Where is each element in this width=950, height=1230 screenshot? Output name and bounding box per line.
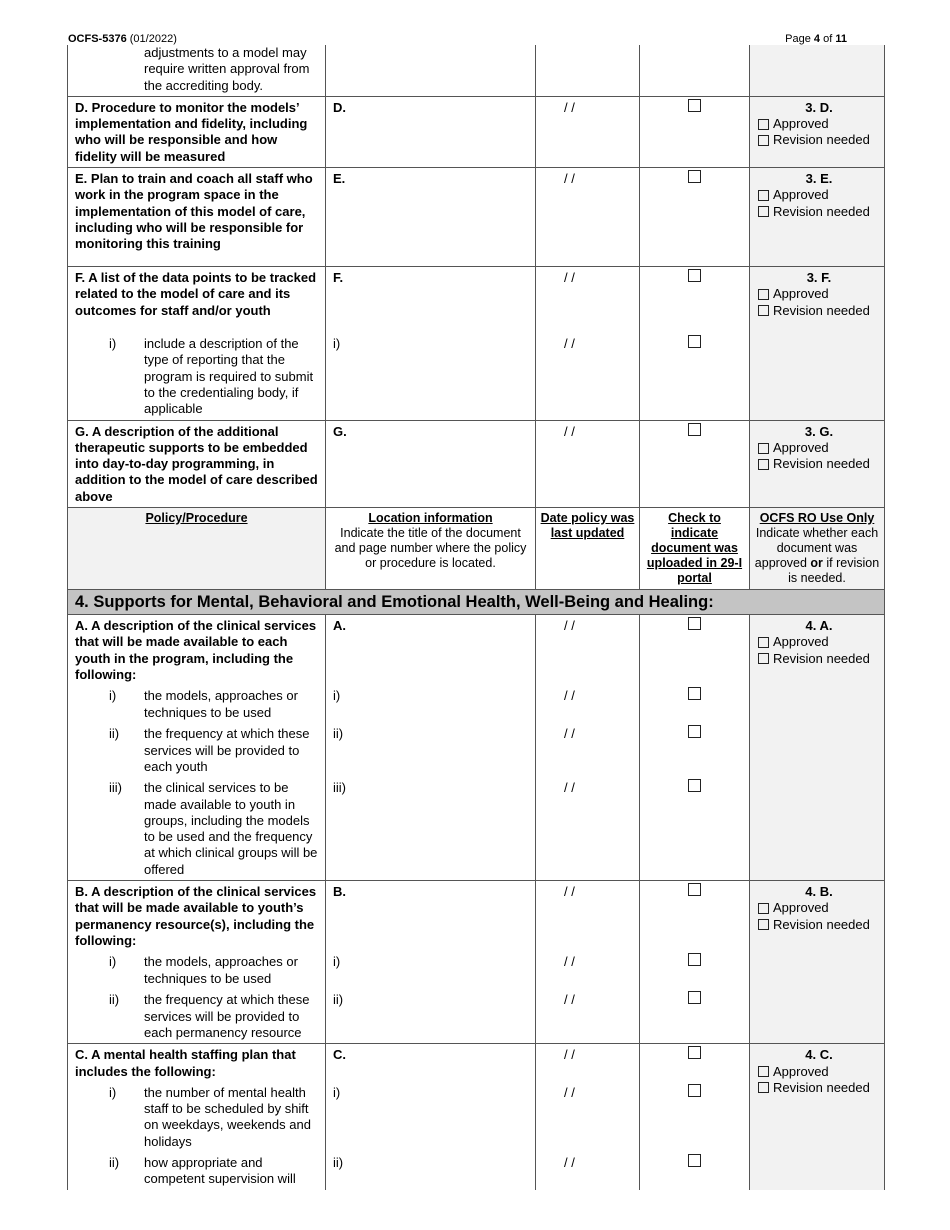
ocfs-item-label: 4. B. [805, 884, 833, 900]
upload-checkbox[interactable] [688, 1154, 701, 1167]
date-field[interactable]: / / [564, 336, 575, 352]
approved-label: Approved [773, 1063, 829, 1079]
location-field[interactable]: B. [333, 884, 346, 900]
revision-needed-checkbox[interactable] [758, 305, 769, 316]
ocfs-column-header: OCFS RO Use Only [759, 511, 875, 526]
upload-checkbox[interactable] [688, 99, 701, 112]
date-field[interactable]: / / [564, 270, 575, 286]
date-field[interactable]: / / [564, 423, 575, 439]
table-row: ii) how appropriate and competent supervision will ii) / / [68, 1152, 885, 1190]
ocfs-item-label: 3. F. [806, 270, 832, 286]
revision-needed-label: Revision needed [773, 132, 870, 148]
column-header-row: Policy/Procedure Location information Indicate the title of the document and page number where the policy or procedure is located. Date policy was last updated Check to indicate document was uploaded in 29-I portal OCFS RO Use Only Indicate whether each document was approved or if revision is needed. [68, 508, 885, 590]
location-field[interactable]: ii) [333, 1154, 344, 1170]
date-field[interactable]: / / [564, 992, 575, 1008]
location-field[interactable]: i) [333, 1084, 341, 1100]
revision-needed-checkbox[interactable] [758, 919, 769, 930]
sub-requirement-text: the frequency at which these services will be provided to each permanency resource [144, 992, 310, 1040]
requirement-text: F. A list of the data points to be tracked related to the model of care and its outcomes for staff and/or youth [75, 270, 317, 318]
date-field[interactable]: / / [564, 171, 575, 187]
approved-checkbox[interactable] [758, 119, 769, 130]
sub-requirement-text: the frequency at which these services will be provided to each youth [144, 726, 310, 774]
table-row [68, 267, 885, 334]
table-row [68, 168, 885, 267]
approved-label: Approved [773, 286, 829, 302]
date-field[interactable]: / / [564, 1154, 575, 1170]
form-id: OCFS-5376 (01/2022) [68, 33, 177, 45]
location-field[interactable]: E. [333, 171, 346, 187]
table-row [68, 881, 885, 952]
section-header-row [68, 590, 885, 615]
approved-checkbox[interactable] [758, 1066, 769, 1077]
date-field[interactable]: / / [564, 618, 575, 634]
approved-label: Approved [773, 634, 829, 650]
ocfs-item-label: 3. G. [804, 423, 834, 439]
location-field[interactable]: A. [333, 618, 346, 634]
location-field[interactable]: C. [333, 1047, 346, 1063]
table-row: i) include a description of the type of reporting that the program is required to submit to the credentialing body, if applicable i) / / [68, 333, 885, 420]
table-row [68, 45, 885, 96]
table-row: ii) the frequency at which these services will be provided to each youth ii) / / [68, 723, 885, 777]
location-column-header: Location information [368, 511, 493, 526]
date-field[interactable]: / / [564, 726, 575, 742]
revision-needed-label: Revision needed [773, 650, 870, 666]
date-field[interactable]: / / [564, 780, 575, 796]
table-row: i) the models, approaches or techniques to be used i) / / [68, 951, 885, 989]
location-field[interactable]: i) [333, 336, 341, 352]
upload-checkbox[interactable] [688, 1084, 701, 1097]
sub-requirement-text: the clinical services to be made available to youth in groups, including the models to be used and the frequency at which clinical groups will be offered [144, 780, 318, 877]
continuation-text: adjustments to a model may require written approval from the accrediting body. [144, 45, 310, 93]
upload-checkbox[interactable] [688, 883, 701, 896]
ocfs-item-label: 4. A. [805, 618, 833, 634]
table-row [68, 1044, 885, 1082]
table-row: iii) the clinical services to be made available to youth in groups, including the models to be used and the frequency at which clinical groups will be offered iii) / / [68, 777, 885, 880]
date-field[interactable]: / / [564, 884, 575, 900]
table-row [68, 420, 885, 507]
revision-needed-label: Revision needed [773, 302, 870, 318]
revision-needed-label: Revision needed [773, 1079, 870, 1095]
sub-requirement-text: include a description of the type of reporting that the program is required to submit to the credentialing body, if applicable [144, 336, 314, 417]
revision-needed-checkbox[interactable] [758, 135, 769, 146]
policy-column-header: Policy/Procedure [145, 511, 248, 526]
table-row [68, 615, 885, 686]
upload-checkbox[interactable] [688, 617, 701, 630]
date-field[interactable]: / / [564, 1047, 575, 1063]
revision-needed-checkbox[interactable] [758, 206, 769, 217]
location-field[interactable]: ii) [333, 992, 344, 1008]
upload-checkbox[interactable] [688, 170, 701, 183]
ocfs-column-desc: Indicate whether each document was approved [754, 526, 879, 571]
date-field[interactable]: / / [564, 688, 575, 704]
table-row: i) the models, approaches or techniques to be used i) / / [68, 685, 885, 723]
sub-requirement-text: the number of mental health staff to be scheduled by shift on weekdays, weekends and holidays [144, 1084, 311, 1149]
table-row: i) the number of mental health staff to be scheduled by shift on weekdays, weekends and holidays i) / / [68, 1082, 885, 1152]
revision-needed-checkbox[interactable] [758, 459, 769, 470]
ocfs-item-label: 4. C. [805, 1047, 833, 1063]
date-field[interactable]: / / [564, 1084, 575, 1100]
revision-needed-label: Revision needed [773, 456, 870, 472]
date-field[interactable]: / / [564, 99, 575, 115]
approved-checkbox[interactable] [758, 190, 769, 201]
date-column-header: Date policy was last updated [540, 511, 635, 541]
requirement-text: B. A description of the clinical services that will be made available to youth’s permanency resource(s), including the following: [75, 884, 317, 948]
location-field[interactable]: iii) [333, 780, 346, 796]
upload-checkbox[interactable] [688, 991, 701, 1004]
revision-needed-checkbox[interactable] [758, 1082, 769, 1093]
revision-needed-label: Revision needed [773, 916, 870, 932]
upload-checkbox[interactable] [688, 953, 701, 966]
upload-checkbox[interactable] [688, 779, 701, 792]
ocfs-item-label: 3. D. [805, 99, 833, 115]
table-row: ii) the frequency at which these services will be provided to each permanency resource ii) / / [68, 989, 885, 1044]
approved-label: Approved [773, 900, 829, 916]
date-field[interactable]: / / [564, 954, 575, 970]
requirement-text: A. A description of the clinical services that will be made available to each youth in the program, including the following: [75, 618, 317, 682]
location-field[interactable]: D. [333, 99, 346, 115]
approved-checkbox[interactable] [758, 903, 769, 914]
section-title: 4. Supports for Mental, Behavioral and Emotional Health, Well-Being and Healing: [75, 593, 714, 612]
revision-needed-checkbox[interactable] [758, 653, 769, 664]
location-field[interactable]: G. [333, 423, 347, 439]
ocfs-item-label: 3. E. [805, 171, 833, 187]
page-indicator: Page 4 of 11 [785, 33, 847, 45]
location-field[interactable]: i) [333, 688, 341, 704]
upload-checkbox[interactable] [688, 687, 701, 700]
upload-checkbox[interactable] [688, 269, 701, 282]
approved-checkbox[interactable] [758, 637, 769, 648]
requirement-text: C. A mental health staffing plan that includes the following: [75, 1047, 296, 1079]
upload-checkbox[interactable] [688, 725, 701, 738]
approved-checkbox[interactable] [758, 443, 769, 454]
location-field[interactable]: F. [333, 270, 344, 286]
location-field[interactable]: ii) [333, 726, 344, 742]
sub-requirement-text: the models, approaches or techniques to be used [144, 954, 298, 986]
check-column-header: Check to indicate document was uploaded in 29-I portal [646, 511, 743, 586]
requirement-text: D. Procedure to monitor the models’ implementation and fidelity, including who will be responsible and how fidelity will be measured [75, 99, 308, 164]
requirement-text: G. A description of the additional therapeutic supports to be embedded into day-to-day programming, in addition to the model of care described above [75, 423, 318, 504]
table-row [68, 96, 885, 167]
location-field[interactable]: i) [333, 954, 341, 970]
revision-needed-label: Revision needed [773, 203, 870, 219]
approved-label: Approved [773, 439, 829, 455]
upload-checkbox[interactable] [688, 1046, 701, 1059]
approved-label: Approved [773, 187, 829, 203]
location-column-desc: Indicate the title of the document and page number where the policy or procedure is located. [334, 526, 527, 571]
policy-checklist-table [67, 45, 885, 1190]
approved-checkbox[interactable] [758, 289, 769, 300]
sub-requirement-text: the models, approaches or techniques to be used [144, 688, 298, 720]
approved-label: Approved [773, 116, 829, 132]
sub-requirement-text: how appropriate and competent supervision will [144, 1154, 296, 1187]
requirement-text: E. Plan to train and coach all staff who work in the program space in the implementation of this model of care, including who will be responsible for monitoring this training [75, 171, 313, 252]
upload-checkbox[interactable] [688, 335, 701, 348]
upload-checkbox[interactable] [688, 423, 701, 436]
